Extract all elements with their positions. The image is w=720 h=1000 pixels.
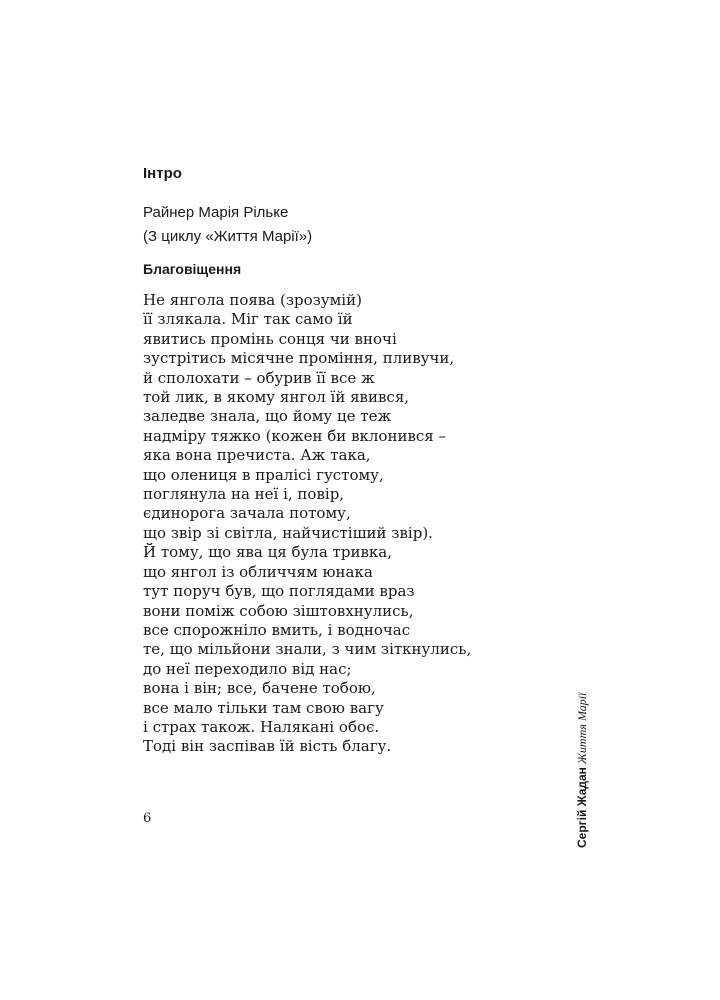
poem-line: і страх також. Налякані обоє. <box>143 717 380 736</box>
poem-source: (З циклу «Життя Марії») <box>143 228 313 245</box>
poem-line: те, що мільйони знали, з чим зіткнулись, <box>143 640 472 659</box>
poem-line: єдинорога зачала потому, <box>143 504 351 523</box>
poem-line: заледве знала, що йому це теж <box>143 407 392 426</box>
poem-line: її злякала. Міг так само їй <box>143 310 353 329</box>
poem-line: що олениця в пралісі густому, <box>143 465 384 484</box>
poem-line: поглянула на неї і, повір, <box>143 485 345 504</box>
section-title: Інтро <box>143 165 182 182</box>
poem-line: й сполохати – обурив її все ж <box>143 368 375 387</box>
poem-final-line: Тоді він заспівав їй вість благу. <box>143 737 392 755</box>
poem-line: Й тому, що ява ця була тривка, <box>143 543 392 562</box>
poem-line: яка вона пречиста. Аж така, <box>143 446 371 465</box>
poem-stanza <box>143 291 471 737</box>
poem-line: що янгол із обличчям юнака <box>143 562 373 581</box>
poem-line: тут поруч був, що поглядами враз <box>143 582 415 601</box>
footer-book-title: Життя Марії <box>575 692 589 765</box>
poem-title: Благовіщення <box>143 261 242 277</box>
poem-attribution <box>143 201 312 249</box>
poem-line: до неї переходило від нас; <box>143 659 352 678</box>
poem-line: вона і він; все, бачене тобою, <box>143 679 376 698</box>
page-number: 6 <box>143 811 152 826</box>
poem-line: що звір зі світла, найчистіший звір). <box>143 523 433 542</box>
poem-line: той лик, в якому янгол їй явився, <box>143 388 410 407</box>
poem-line: зустрітись місячне проміння, пливучи, <box>143 349 455 368</box>
running-footer <box>575 693 589 848</box>
poem-line: надміру тяжко (кожен би вклонився – <box>143 426 447 445</box>
poem-line: все мало тільки там свою вагу <box>143 698 384 717</box>
poem-line: вони поміж собою зіштовхнулись, <box>143 601 414 620</box>
poem-line: все спорожніло вмить, і водночас <box>143 620 411 639</box>
poem-line: Не янгола поява (зрозумій) <box>143 291 362 309</box>
author-name: Райнер Марія Рільке <box>143 204 289 221</box>
poem-line: явитись промінь сонця чи вночі <box>143 329 397 348</box>
footer-author: Сергій Жадан <box>575 767 589 848</box>
